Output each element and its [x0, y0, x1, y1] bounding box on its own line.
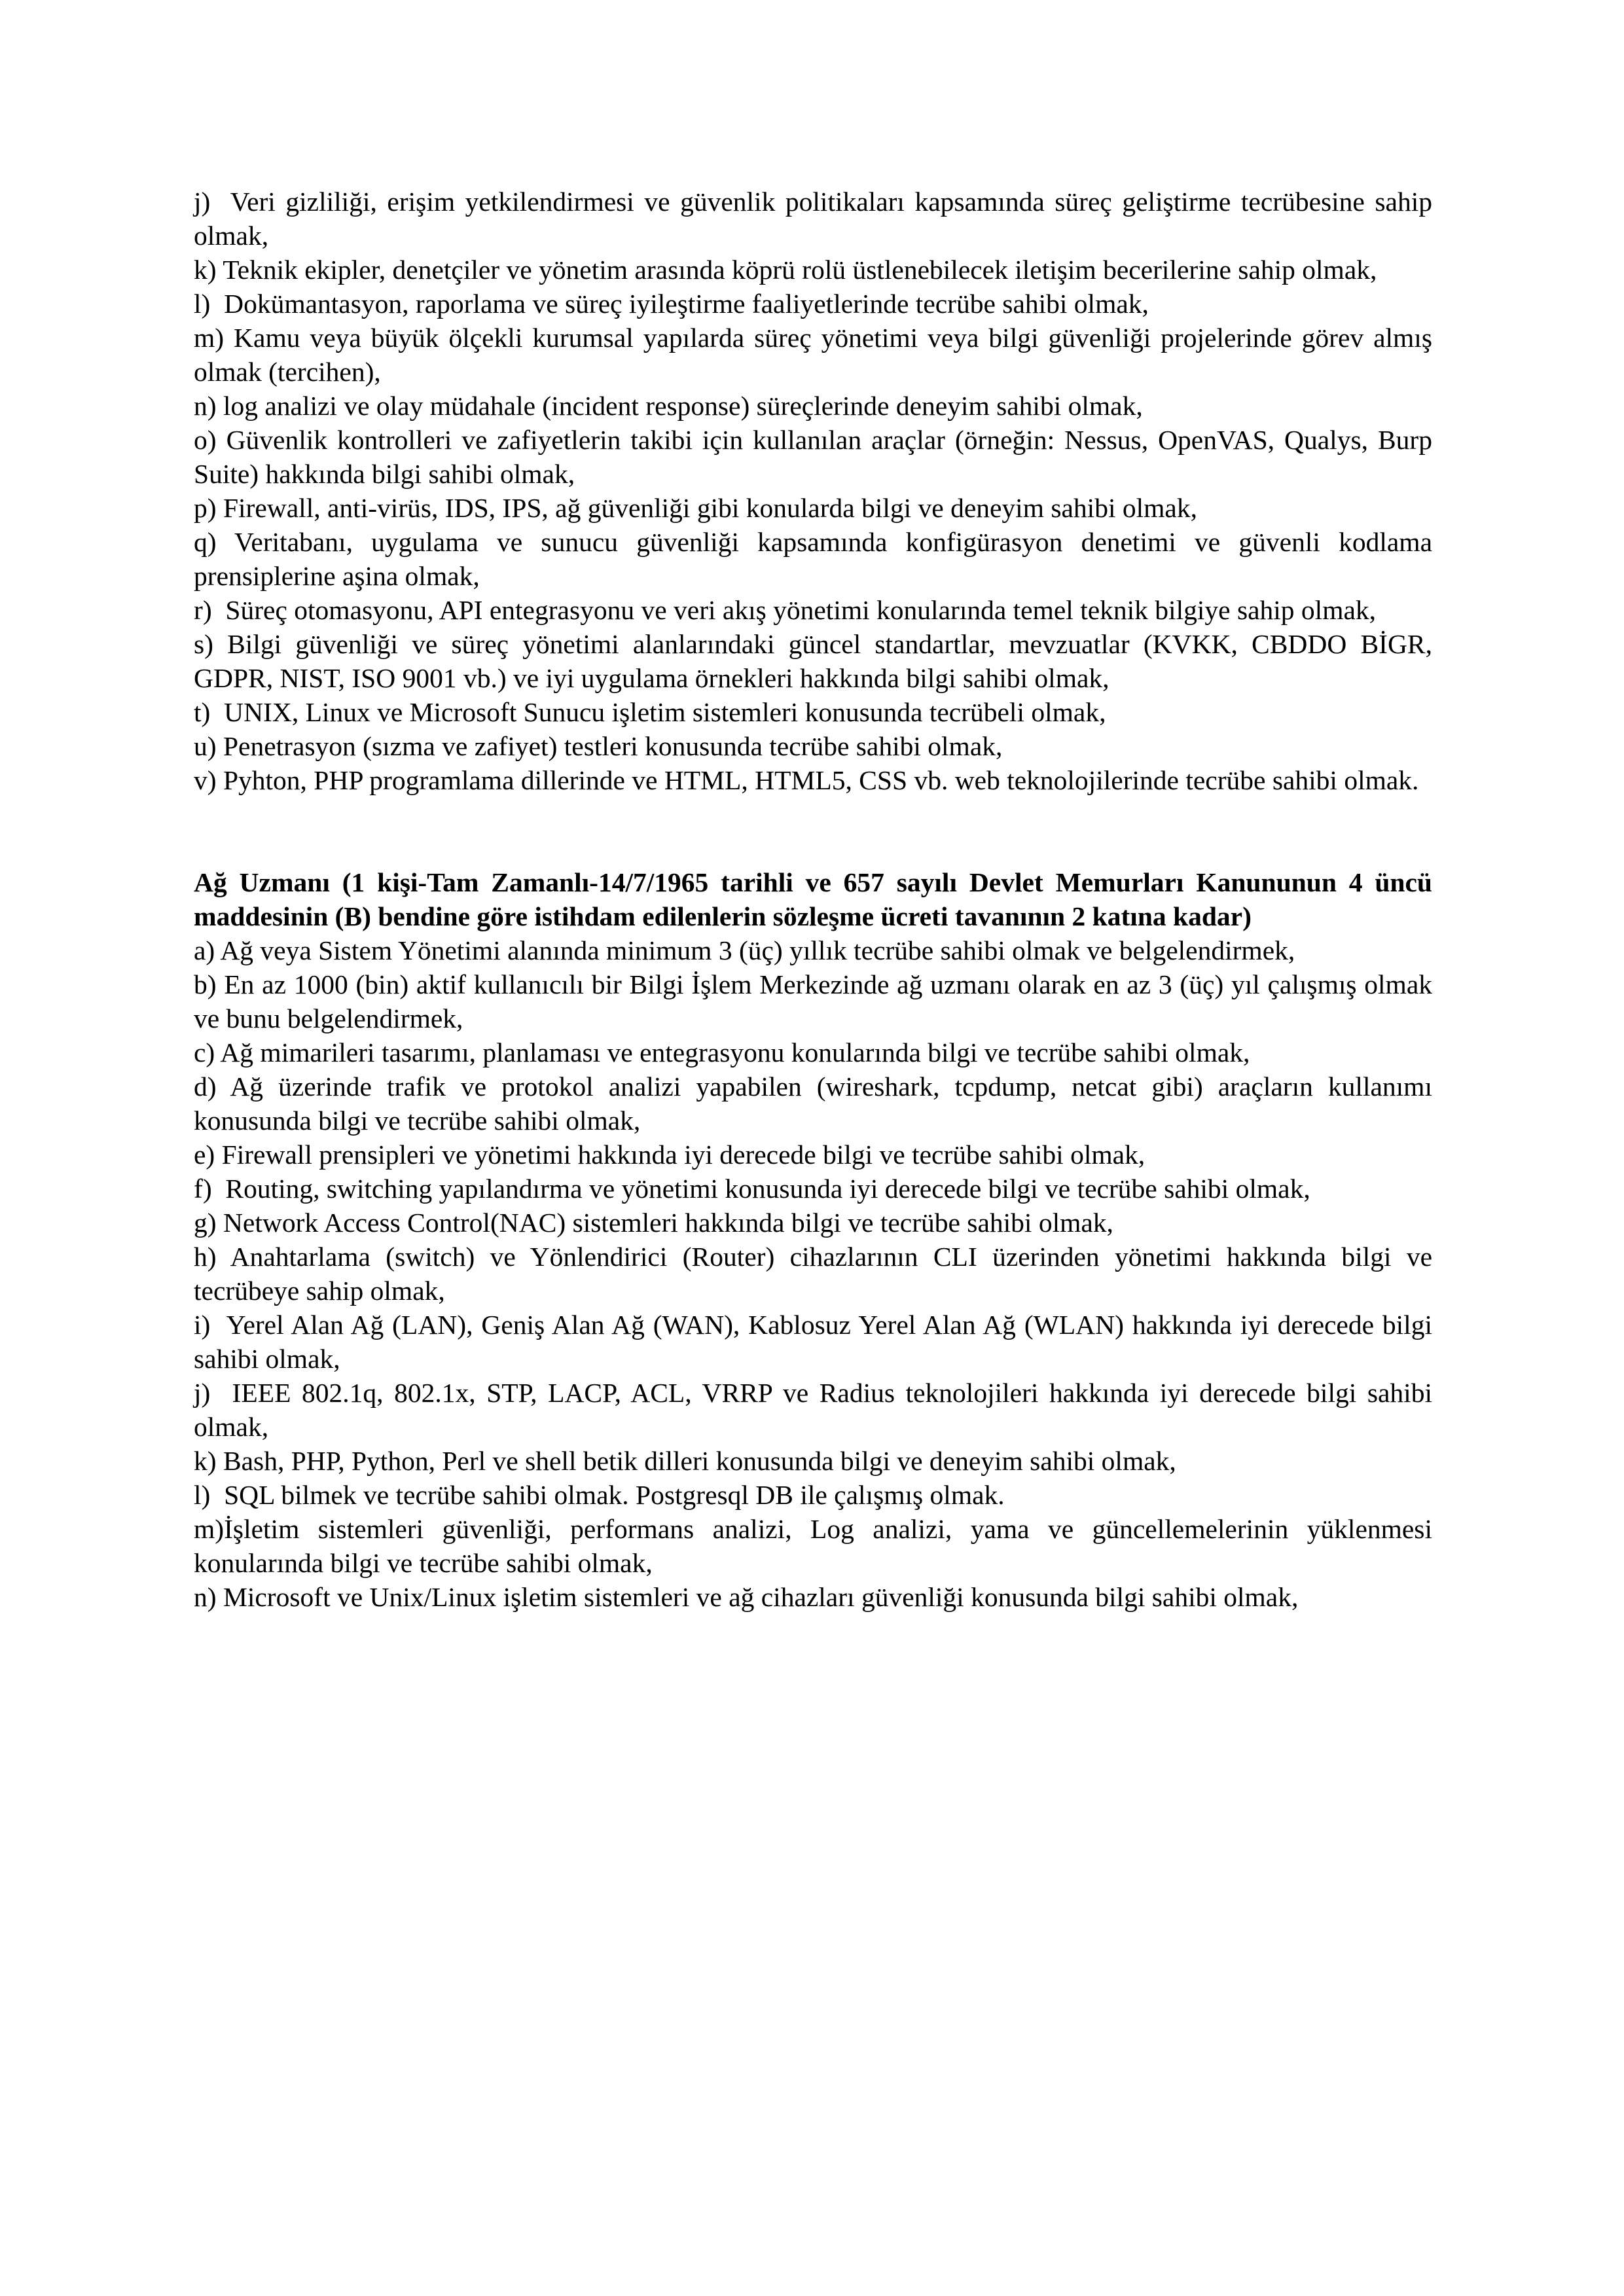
page-content [194, 185, 1439, 1614]
list-item: b) En az 1000 (bin) aktif kullanıcılı bir Bilgi İşlem Merkezinde ağ uzmanı olarak en az 3 (üç) yıl çalışmış olmak ve bunu belgelendirmek, [194, 969, 1439, 1033]
list-item: l) Dokümantasyon, raporlama ve süreç iyileştirme faaliyetlerinde tecrübe sahibi olmak, [194, 289, 1149, 319]
list-item: j) IEEE 802.1q, 802.1x, STP, LACP, ACL, VRRP ve Radius teknolojileri hakkında iyi derecede bilgi sahibi olmak, [194, 1378, 1439, 1442]
list-item: r) Süreç otomasyonu, API entegrasyonu ve veri akış yönetimi konularında temel teknik bilgiye sahip olmak, [194, 595, 1377, 625]
list-item: l) SQL bilmek ve tecrübe sahibi olmak. Postgresql DB ile çalışmış olmak. [194, 1480, 1005, 1510]
list-item: m) Kamu veya büyük ölçekli kurumsal yapılarda süreç yönetimi veya bilgi güvenliği projelerinde görev almış olmak (tercihen), [194, 323, 1439, 387]
list-item: n) log analizi ve olay müdahale (incident response) süreçlerinde deneyim sahibi olmak, [194, 391, 1143, 421]
section-heading: Ağ Uzmanı (1 kişi-Tam Zamanlı-14/7/1965 tarihli ve 657 sayılı Devlet Memurları Kanununun 4 üncü maddesinin (B) bendine göre istihdam edilenlerin sözleşme ücreti tavanının 2 katına kadar) [194, 867, 1439, 931]
list-item: f) Routing, switching yapılandırma ve yönetimi konusunda iyi derecede bilgi ve tecrübe sahibi olmak, [194, 1174, 1310, 1204]
list-item: d) Ağ üzerinde trafik ve protokol analizi yapabilen (wireshark, tcpdump, netcat gibi) araçların kullanımı konusunda bilgi ve tecrübe sahibi olmak, [194, 1071, 1439, 1136]
list-item: a) Ağ veya Sistem Yönetimi alanında minimum 3 (üç) yıllık tecrübe sahibi olmak ve belgelendirmek, [194, 935, 1295, 965]
list-item: u) Penetrasyon (sızma ve zafiyet) testleri konusunda tecrübe sahibi olmak, [194, 731, 1003, 761]
list-item: i) Yerel Alan Ağ (LAN), Geniş Alan Ağ (WAN), Kablosuz Yerel Alan Ağ (WLAN) hakkında iyi derecede bilgi sahibi olmak, [194, 1310, 1439, 1374]
list-item: g) Network Access Control(NAC) sistemleri hakkında bilgi ve tecrübe sahibi olmak, [194, 1208, 1113, 1238]
list-item: v) Pyhton, PHP programlama dillerinde ve HTML, HTML5, CSS vb. web teknolojilerinde tecrübe sahibi olmak. [194, 765, 1419, 795]
list-item: n) Microsoft ve Unix/Linux işletim sistemleri ve ağ cihazları güvenliği konusunda bilgi sahibi olmak, [194, 1582, 1299, 1612]
list-item: k) Teknik ekipler, denetçiler ve yönetim arasında köprü rolü üstlenebilecek iletişim becerilerine sahip olmak, [194, 255, 1377, 285]
list-item: e) Firewall prensipleri ve yönetimi hakkında iyi derecede bilgi ve tecrübe sahibi olmak, [194, 1139, 1146, 1170]
list-item: q) Veritabanı, uygulama ve sunucu güvenliği kapsamında konfigürasyon denetimi ve güvenli kodlama prensiplerine aşina olmak, [194, 527, 1439, 591]
list-item: k) Bash, PHP, Python, Perl ve shell betik dilleri konusunda bilgi ve deneyim sahibi olmak, [194, 1446, 1176, 1476]
list-item: o) Güvenlik kontrolleri ve zafiyetlerin takibi için kullanılan araçlar (örneğin: Nessus, OpenVAS, Qualys, Burp Suite) hakkında bilgi sahibi olmak, [194, 425, 1439, 489]
list-item: s) Bilgi güvenliği ve süreç yönetimi alanlarındaki güncel standartlar, mevzuatlar (KVKK, CBDDO BİGR, GDPR, NIST, ISO 9001 vb.) ve iyi uygulama örnekleri hakkında bilgi sahibi olmak, [194, 629, 1439, 693]
list-item: p) Firewall, anti-virüs, IDS, IPS, ağ güvenliği gibi konularda bilgi ve deneyim sahibi olmak, [194, 493, 1197, 523]
list-item: j) Veri gizliliği, erişim yetkilendirmesi ve güvenlik politikaları kapsamında süreç geliştirme tecrübesine sahip olmak, [194, 187, 1439, 251]
qualifications-list-section-one [194, 185, 1439, 797]
ag-uzmani-section [194, 865, 1439, 1614]
list-item: c) Ağ mimarileri tasarımı, planlaması ve entegrasyonu konularında bilgi ve tecrübe sahibi olmak, [194, 1037, 1250, 1067]
list-item: m)İşletim sistemleri güvenliği, performans analizi, Log analizi, yama ve güncellemelerinin yüklenmesi konularında bilgi ve tecrübe sahibi olmak, [194, 1514, 1439, 1578]
list-item: t) UNIX, Linux ve Microsoft Sunucu işletim sistemleri konusunda tecrübeli olmak, [194, 697, 1106, 727]
section-gap [194, 797, 1432, 865]
list-item: h) Anahtarlama (switch) ve Yönlendirici (Router) cihazlarının CLI üzerinden yönetimi hakkında bilgi ve tecrübeye sahip olmak, [194, 1242, 1439, 1306]
